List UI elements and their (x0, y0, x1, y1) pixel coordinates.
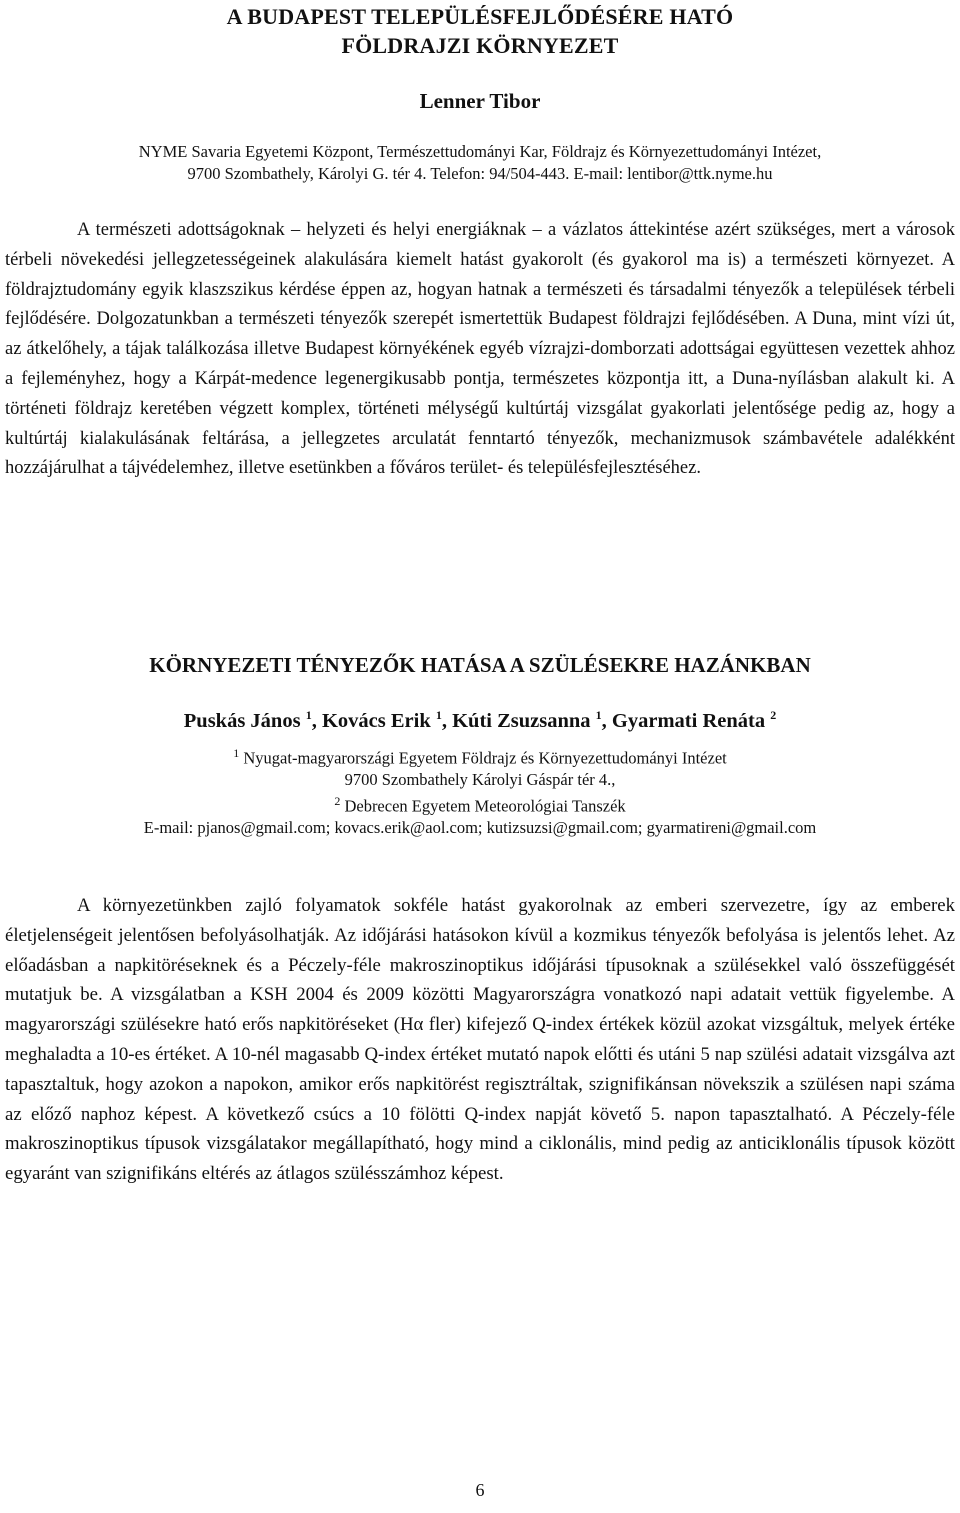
article2-authors: Puskás János $^1$, Kovács Erik $^1$, Kúti Zsuzsanna $^1$, Gyarmati Renáta $^2$ (183, 708, 777, 732)
article2-author-name: Puskás János (183, 709, 301, 732)
article2-author-name: Kúti Zsuzsanna (452, 709, 591, 732)
article2-author-name: Kovács Erik (321, 709, 431, 732)
article2-abstract-text: A környezetünkben zajló folyamatok sokféle hatást gyakorolnak az emberi szervezetre, így az emberek életjelenségeit jelentősen befolyásolhatják. Az időjárási hatásokon kívül a kozmikus tényezők befolyása is jelentős lehet. Az előadásban a napkitöréseknek és a Péczely-féle makroszinoptikus időjárási típusoknak a szülésekkel való összefüggését mutatjuk be. A vizsgálatban a KSH 2004 és 2009 közötti Magyarországra vonatkozó napi adatait vettük figyelembe. A magyarországi szülésekre ható erős napkitöréseket (Hα fler) kifejező Q-index értékek közül azokat vizsgáltuk, melyek értéke meghaladta a 10-es értéket. A 10-nél magasabb Q-index értéket mutató napok előtti és utáni 5 nap szülési adatait vizsgálva azt tapasztaltuk, hogy azokon a napokon, amikor erős napkitörést regisztráltak, szignifikánsan növekszik a szülésen napi száma az előző naphoz képest. A következő csúcs a 10 fölötti Q-index napját követő 5. napon tapasztalható. A Péczely-féle makroszinoptikus típusok vizsgálatakor megállapítható, hogy mind a ciklonális, mind pedig az anticiklonális típusok között egyaránt van szignifikáns eltérés az átlagos szülésszámhoz képest. (5, 895, 955, 1185)
affiliation-sup: 1 (233, 746, 240, 760)
article2-title: KÖRNYEZETI TÉNYEZŐK HATÁSA A SZÜLÉSEKRE HAZÁNKBAN (149, 653, 811, 677)
article2-author-sup: 1 (595, 708, 602, 722)
article1-affiliation-line1: NYME Savaria Egyetemi Központ, Természettudományi Kar, Földrajz és Környezettudományi Intézet, (138, 142, 822, 161)
article2-affiliation1-line1 (0, 742, 960, 770)
article2-author-sup: 2 (770, 708, 777, 722)
affiliation-sup: 2 (334, 794, 341, 808)
article1-abstract-text: A természeti adottságoknak ‒ helyzeti és helyi energiáknak ‒ a vázlatos áttekintése azért szükséges, mert a városok térbeli növekedési jellegzetességeinek alakulására kiemelt hatást gyakorolt (és gyakorol ma is) a természeti környezet. A földrajztudomány egyik klaszszikus kérdése éppen az, hogyan hatnak a természeti és társadalmi tényezők a települések térbeli fejlődésére. Dolgozatunkban a természeti tényezők szerepét ismertettük Budapest földrajzi fejlődésében. A Duna, mint vízi út, az átkelőhely, a tájak találkozása illetve Budapest környékének egyéb vízrajzi-domborzati adottságai együttesen vezettek ahhoz a fejleményhez, hogy a Kárpát-medence legenergikusabb pontja, természetes központja itt, a Duna-nyílásban alakult ki. A történeti földrajz keretében végzett komplex, történeti mélységű kultúrtáj vizsgálat gyakorlati jelentősége pedig az, hogy a kultúrtáj kialakulásának feltárása, a jellegzetes arculatát fenntartó tényezők, mechanizmusok számbavétele adalékként hozzájárulhat a tájvédelemhez, illetve esetünkben a főváros terület- és településfejlesztéséhez. (5, 220, 955, 479)
affiliation-text: Nyugat-magyarországi Egyetem Földrajz és Környezettudományi Intézet (243, 748, 727, 768)
article2-author-name: Gyarmati Renáta (611, 709, 766, 732)
article2-affiliation1-line2: 9700 Szombathely Károlyi Gáspár tér 4., (344, 770, 616, 789)
article2-author-sup: 1 (435, 708, 442, 722)
affiliation-text: Debrecen Egyetem Meteorológiai Tanszék (344, 796, 626, 816)
article1-title-line2: FÖLDRAJZI KÖRNYEZET (341, 33, 619, 58)
article2-author-sup: 1 (305, 708, 312, 722)
article1-affiliation-line2: 9700 Szombathely, Károlyi G. tér 4. Telefon: 94/504-443. E-mail: lentibor@ttk.nyme.hu (187, 164, 773, 183)
article1-abstract (5, 216, 955, 484)
article1-author: Lenner Tibor (419, 89, 541, 113)
article1-title-line1: A BUDAPEST TELEPÜLÉSFEJLŐDÉSÉRE HATÓ (226, 4, 734, 29)
article2-affiliation2 (0, 790, 960, 818)
article2-abstract (5, 891, 955, 1189)
page-number: 6 (475, 1480, 485, 1500)
article2-emails: E-mail: pjanos@gmail.com; kovacs.erik@aol.com; kutizsuzsi@gmail.com; gyarmatireni@gmail.com (143, 818, 817, 837)
